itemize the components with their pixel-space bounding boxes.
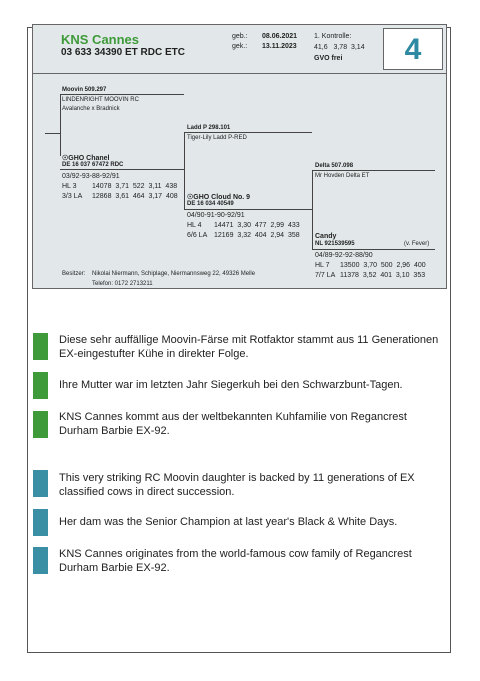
catalog-number: 4 — [404, 33, 422, 66]
candy-la-values: 11378 3,52 401 3,10 353 — [340, 272, 426, 279]
pedigree-line — [312, 249, 435, 250]
owner-phone: Telefon: 0172 2713211 — [92, 281, 153, 287]
pedigree-line — [60, 94, 184, 95]
bullet-green — [33, 411, 48, 438]
granddam-reg: DE 16 034 40549 — [187, 201, 234, 207]
mgs-line1: Tiger-Lily Ladd P-RED — [187, 135, 247, 141]
bullet-green — [33, 372, 48, 399]
calved-label: gek.: — [232, 43, 248, 50]
owner-label: Besitzer: — [62, 271, 86, 277]
candy-reg: NL 921539595 — [315, 241, 355, 247]
granddam-name: ☉GHO Cloud No. 9 — [187, 194, 251, 201]
granddam-hl-label: HL 4 — [187, 222, 202, 229]
text-de-3: KNS Cannes kommt aus der weltbekannten Kuhfamilie von Regancrest Durham Barbie EX-92. — [59, 411, 407, 437]
gvo-label: GVO frei — [314, 55, 343, 62]
text-en-2: Her dam was the Senior Champion at last year's Black & White Days. — [59, 516, 398, 528]
pedigree-line — [184, 132, 312, 133]
granddam-hl-values: 14471 3,30 477 2,99 433 — [214, 222, 300, 229]
candy-la-label: 7/7 LA — [315, 272, 336, 279]
control-label: 1. Kontrolle: — [314, 33, 352, 40]
pedigree-line — [60, 94, 61, 156]
delta-name: Delta 507.098 — [315, 163, 354, 169]
delta-line1: Mr Hovden Delta ET — [315, 173, 370, 179]
pedigree-line — [60, 169, 184, 170]
owner-value: Nikolai Niermann, Schiplage, Niermannsweg 22, 49326 Melle — [92, 271, 256, 277]
dam-reg: DE 16 037 67472 RDC — [62, 162, 124, 168]
bullet-teal — [33, 509, 48, 536]
candy-scores: 04/89-92-92-88/90 — [315, 252, 373, 259]
cow-name: KNS Cannes — [61, 32, 140, 47]
candy-hl-label: HL 7 — [315, 262, 330, 269]
candy-name: Candy — [315, 233, 337, 240]
sire-line1: LINDENRIGHT MOOVIN RC — [62, 97, 139, 103]
mgs-name: Ladd P 298.101 — [187, 125, 231, 131]
dam-hl-label: HL 3 — [62, 183, 77, 190]
bullet-green — [33, 333, 48, 360]
dam-la-label: 3/3 LA — [62, 193, 83, 200]
dam-scores: 03/92-93-88-92/91 — [62, 173, 120, 180]
sire-line2: Avalanche x Bradnick — [62, 106, 120, 112]
granddam-la-values: 12169 3,32 404 2,94 358 — [214, 232, 300, 239]
sire-name: Moovin 509.297 — [62, 87, 107, 93]
registration-number: 03 633 34390 ET RDC ETC — [61, 47, 185, 58]
pedigree-line — [312, 170, 435, 171]
pedigree-line — [312, 170, 313, 250]
catalog-number-box — [383, 28, 443, 70]
candy-note: (v. Fever) — [404, 241, 430, 247]
pedigree-line — [184, 209, 312, 210]
text-de-1: Diese sehr auffällige Moovin-Färse mit Rotfaktor stammt aus 11 Generationen EX-eingestufter Kühe in direkter Folge. — [59, 334, 439, 360]
bullet-teal — [33, 547, 48, 574]
born-label: geb.: — [232, 33, 248, 40]
dam-hl-values: 14078 3,71 522 3,11 438 — [92, 183, 178, 190]
born-value: 08.06.2021 — [262, 33, 298, 40]
text-en-3: KNS Cannes originates from the world-famous cow family of Regancrest Durham Barbie EX-92. — [59, 548, 412, 574]
granddam-scores: 04/90-91-90-92/91 — [187, 212, 245, 219]
text-en-1: This very striking RC Moovin daughter is backed by 11 generations of EX classified cows in direct succession. — [59, 472, 415, 498]
text-de-2: Ihre Mutter war im letzten Jahr Siegerkuh bei den Schwarzbunt-Tagen. — [59, 379, 403, 391]
pedigree-line — [184, 132, 185, 210]
calved-value: 13.11.2023 — [262, 43, 297, 50]
dam-name: ☉GHO Chanel — [62, 155, 110, 162]
dam-la-values: 12868 3,61 464 3,17 408 — [92, 193, 178, 200]
bullet-teal — [33, 470, 48, 497]
candy-hl-values: 13500 3,70 500 2,96 400 — [340, 262, 426, 269]
control-values: 41,6 3,78 3,14 — [314, 44, 365, 51]
pedigree-line — [45, 133, 61, 134]
granddam-la-label: 6/6 LA — [187, 232, 208, 239]
